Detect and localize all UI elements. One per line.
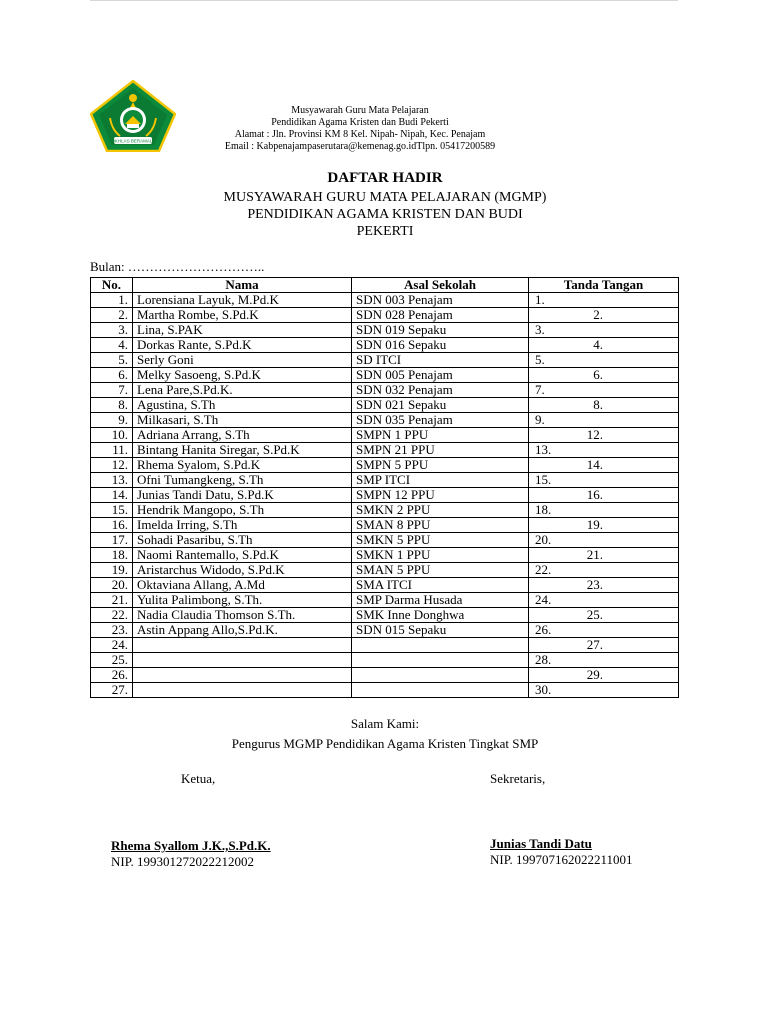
- month-field: Bulan: …………………………..: [90, 259, 265, 274]
- row-number: 4.: [91, 338, 133, 353]
- table-row: [91, 638, 679, 653]
- table-row: [91, 578, 679, 593]
- row-number: 1.: [91, 293, 133, 308]
- row-tanda-tangan: 1.: [529, 293, 679, 308]
- table-row: [91, 443, 679, 458]
- subtitle-line-1: MUSYAWARAH GURU MATA PELAJARAN (MGMP): [223, 190, 547, 205]
- row-number: 12.: [91, 458, 133, 473]
- row-number: 9.: [91, 413, 133, 428]
- row-tanda-tangan: 16.: [529, 488, 679, 503]
- sekretaris-name: Junias Tandi Datu: [490, 836, 592, 851]
- row-nama: Astin Appang Allo,S.Pd.K.: [133, 623, 352, 638]
- row-nama: Milkasari, S.Th: [133, 413, 352, 428]
- row-nama: Bintang Hanita Siregar, S.Pd.K: [133, 443, 352, 458]
- row-number: 17.: [91, 533, 133, 548]
- row-number: 22.: [91, 608, 133, 623]
- table-row: [91, 383, 679, 398]
- row-asal-sekolah: SD ITCI: [352, 353, 529, 368]
- row-nama: [133, 638, 352, 653]
- row-tanda-tangan: 3.: [529, 323, 679, 338]
- row-number: 15.: [91, 503, 133, 518]
- row-tanda-tangan: 4.: [529, 338, 679, 353]
- table-row: [91, 338, 679, 353]
- closing-salam: Salam Kami:: [350, 716, 420, 731]
- ketua-role: Ketua,: [181, 771, 216, 786]
- table-row: [91, 608, 679, 623]
- table-row: [91, 503, 679, 518]
- row-number: 25.: [91, 653, 133, 668]
- row-asal-sekolah: [352, 683, 529, 698]
- row-tanda-tangan: 20.: [529, 533, 679, 548]
- row-asal-sekolah: [352, 638, 529, 653]
- row-asal-sekolah: [352, 653, 529, 668]
- svg-text:IKHLAS BERAMAL: IKHLAS BERAMAL: [113, 138, 153, 144]
- row-asal-sekolah: SMP ITCI: [352, 473, 529, 488]
- row-nama: Nadia Claudia Thomson S.Th.: [133, 608, 352, 623]
- row-nama: [133, 683, 352, 698]
- row-asal-sekolah: SMA ITCI: [352, 578, 529, 593]
- row-tanda-tangan: 25.: [529, 608, 679, 623]
- row-asal-sekolah: SDN 015 Sepaku: [352, 623, 529, 638]
- header-nama: Nama: [133, 278, 352, 293]
- subtitle-line-3: PEKERTI: [356, 224, 414, 239]
- document-subtitle: [185, 189, 585, 240]
- page-top-rule: [90, 0, 678, 1]
- row-number: 24.: [91, 638, 133, 653]
- row-number: 20.: [91, 578, 133, 593]
- row-asal-sekolah: [352, 668, 529, 683]
- row-nama: Melky Sasoeng, S.Pd.K: [133, 368, 352, 383]
- subtitle-line-2: PENDIDIKAN AGAMA KRISTEN DAN BUDI: [247, 207, 523, 222]
- row-tanda-tangan: 14.: [529, 458, 679, 473]
- header-tanda-tangan: Tanda Tangan: [529, 278, 679, 293]
- row-number: 2.: [91, 308, 133, 323]
- table-row: [91, 593, 679, 608]
- row-nama: Naomi Rantemallo, S.Pd.K: [133, 548, 352, 563]
- row-nama: Hendrik Mangopo, S.Th: [133, 503, 352, 518]
- letterhead: [180, 105, 540, 153]
- row-tanda-tangan: 7.: [529, 383, 679, 398]
- table-row: [91, 323, 679, 338]
- table-row: [91, 398, 679, 413]
- document-title: DAFTAR HADIR: [327, 170, 443, 186]
- row-tanda-tangan: 24.: [529, 593, 679, 608]
- table-row: [91, 353, 679, 368]
- row-asal-sekolah: SDN 003 Penajam: [352, 293, 529, 308]
- row-nama: Yulita Palimbong, S.Th.: [133, 593, 352, 608]
- row-nama: Lena Pare,S.Pd.K.: [133, 383, 352, 398]
- row-tanda-tangan: 13.: [529, 443, 679, 458]
- header-asal-sekolah: Asal Sekolah: [352, 278, 529, 293]
- table-row: [91, 518, 679, 533]
- row-nama: Rhema Syalom, S.Pd.K: [133, 458, 352, 473]
- row-number: 23.: [91, 623, 133, 638]
- row-asal-sekolah: SDN 028 Penajam: [352, 308, 529, 323]
- row-nama: Junias Tandi Datu, S.Pd.K: [133, 488, 352, 503]
- row-nama: Oktaviana Allang, A.Md: [133, 578, 352, 593]
- table-row: [91, 473, 679, 488]
- row-number: 8.: [91, 398, 133, 413]
- row-nama: [133, 653, 352, 668]
- row-number: 26.: [91, 668, 133, 683]
- row-tanda-tangan: 27.: [529, 638, 679, 653]
- closing-pengurus: Pengurus MGMP Pendidikan Agama Kristen Tingkat SMP: [231, 736, 539, 751]
- row-asal-sekolah: SMPN 5 PPU: [352, 458, 529, 473]
- row-asal-sekolah: SMAN 8 PPU: [352, 518, 529, 533]
- org-contact: Email : Kabpenajampaserutara@kemenag.go.idTlpn. 05417200589: [224, 141, 496, 152]
- row-number: 6.: [91, 368, 133, 383]
- sekretaris-role: Sekretaris,: [490, 771, 546, 786]
- row-number: 3.: [91, 323, 133, 338]
- table-row: [91, 488, 679, 503]
- row-number: 14.: [91, 488, 133, 503]
- row-number: 16.: [91, 518, 133, 533]
- table-row: [91, 563, 679, 578]
- row-tanda-tangan: 8.: [529, 398, 679, 413]
- row-asal-sekolah: SMK Inne Donghwa: [352, 608, 529, 623]
- table-row: [91, 668, 679, 683]
- row-number: 13.: [91, 473, 133, 488]
- row-nama: Agustina, S.Th: [133, 398, 352, 413]
- row-asal-sekolah: SDN 021 Sepaku: [352, 398, 529, 413]
- ketua-signature-block: [111, 838, 271, 870]
- row-asal-sekolah: SMAN 5 PPU: [352, 563, 529, 578]
- table-row: [91, 653, 679, 668]
- row-tanda-tangan: 6.: [529, 368, 679, 383]
- row-asal-sekolah: SDN 035 Penajam: [352, 413, 529, 428]
- table-row: [91, 428, 679, 443]
- row-tanda-tangan: 21.: [529, 548, 679, 563]
- row-tanda-tangan: 5.: [529, 353, 679, 368]
- row-tanda-tangan: 23.: [529, 578, 679, 593]
- row-tanda-tangan: 2.: [529, 308, 679, 323]
- sekretaris-signature-block: [490, 836, 633, 868]
- table-row: [91, 458, 679, 473]
- table-row: [91, 368, 679, 383]
- row-asal-sekolah: SMKN 5 PPU: [352, 533, 529, 548]
- row-nama: [133, 668, 352, 683]
- table-body: [91, 293, 679, 698]
- sekretaris-nip: NIP. 199707162022211001: [490, 852, 633, 867]
- table-row: [91, 413, 679, 428]
- table-row: [91, 533, 679, 548]
- row-tanda-tangan: 26.: [529, 623, 679, 638]
- row-nama: Martha Rombe, S.Pd.K: [133, 308, 352, 323]
- row-number: 19.: [91, 563, 133, 578]
- row-asal-sekolah: SMKN 2 PPU: [352, 503, 529, 518]
- row-tanda-tangan: 28.: [529, 653, 679, 668]
- row-nama: Sohadi Pasaribu, S.Th: [133, 533, 352, 548]
- org-subject: Pendidikan Agama Kristen dan Budi Pekerti: [271, 117, 449, 128]
- table-row: [91, 293, 679, 308]
- row-nama: Serly Goni: [133, 353, 352, 368]
- row-tanda-tangan: 22.: [529, 563, 679, 578]
- header-no: No.: [91, 278, 133, 293]
- row-number: 11.: [91, 443, 133, 458]
- org-name: Musyawarah Guru Mata Pelajaran: [291, 105, 429, 116]
- ketua-nip: NIP. 199301272022212002: [111, 854, 255, 869]
- row-nama: Lina, S.PAK: [133, 323, 352, 338]
- row-asal-sekolah: SDN 016 Sepaku: [352, 338, 529, 353]
- row-tanda-tangan: 30.: [529, 683, 679, 698]
- row-nama: Imelda Irring, S.Th: [133, 518, 352, 533]
- row-asal-sekolah: SMPN 21 PPU: [352, 443, 529, 458]
- table-row: [91, 308, 679, 323]
- row-tanda-tangan: 15.: [529, 473, 679, 488]
- row-asal-sekolah: SMPN 12 PPU: [352, 488, 529, 503]
- row-asal-sekolah: SDN 019 Sepaku: [352, 323, 529, 338]
- row-nama: Lorensiana Layuk, M.Pd.K: [133, 293, 352, 308]
- row-number: 18.: [91, 548, 133, 563]
- row-tanda-tangan: 29.: [529, 668, 679, 683]
- table-row: [91, 623, 679, 638]
- row-tanda-tangan: 18.: [529, 503, 679, 518]
- table-row: [91, 683, 679, 698]
- row-nama: Dorkas Rante, S.Pd.K: [133, 338, 352, 353]
- row-number: 5.: [91, 353, 133, 368]
- row-tanda-tangan: 12.: [529, 428, 679, 443]
- table-header-row: [91, 278, 679, 293]
- row-nama: Aristarchus Widodo, S.Pd.K: [133, 563, 352, 578]
- row-number: 21.: [91, 593, 133, 608]
- row-number: 27.: [91, 683, 133, 698]
- row-tanda-tangan: 19.: [529, 518, 679, 533]
- kemenag-logo: [90, 80, 176, 152]
- row-asal-sekolah: SMP Darma Husada: [352, 593, 529, 608]
- row-asal-sekolah: SDN 032 Penajam: [352, 383, 529, 398]
- row-asal-sekolah: SMKN 1 PPU: [352, 548, 529, 563]
- table-row: [91, 548, 679, 563]
- row-number: 7.: [91, 383, 133, 398]
- row-nama: Ofni Tumangkeng, S.Th: [133, 473, 352, 488]
- row-nama: Adriana Arrang, S.Th: [133, 428, 352, 443]
- org-address: Alamat : Jln. Provinsi KM 8 Kel. Nipah- Nipah, Kec. Penajam: [234, 129, 486, 140]
- attendance-table: [90, 277, 679, 698]
- row-tanda-tangan: 9.: [529, 413, 679, 428]
- row-asal-sekolah: SDN 005 Penajam: [352, 368, 529, 383]
- row-asal-sekolah: SMPN 1 PPU: [352, 428, 529, 443]
- row-number: 10.: [91, 428, 133, 443]
- ketua-name: Rhema Syallom J.K.,S.Pd.K.: [111, 838, 271, 853]
